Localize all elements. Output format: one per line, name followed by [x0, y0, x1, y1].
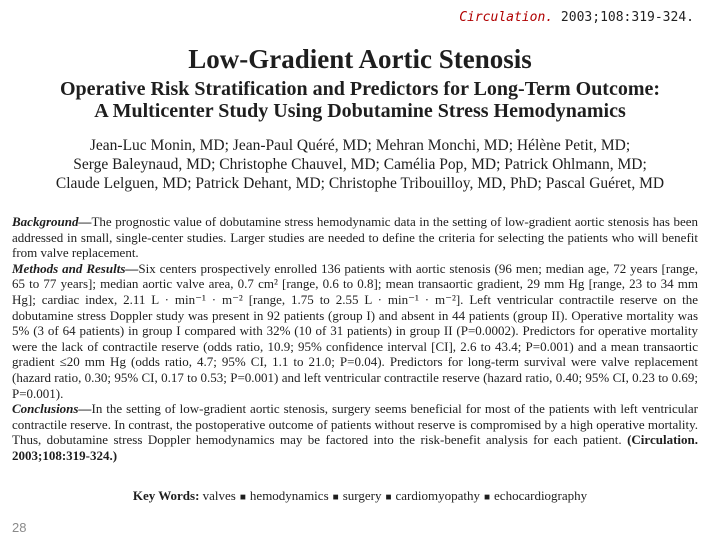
paper-title: Low-Gradient Aortic Stenosis [188, 44, 532, 74]
keyword-item: valves [202, 488, 236, 503]
slide-number: 28 [12, 520, 27, 535]
keywords-label: Key Words: [132, 488, 200, 503]
keyword-separator: ■ [385, 492, 392, 503]
authors-line-1: Jean-Luc Monin, MD; Jean-Paul Quéré, MD; Mehran Monchi, MD; Hélène Petit, MD; [89, 137, 631, 154]
inline-citation: (Circulation. 2003;108:319-324.) [12, 432, 698, 463]
conclusions-heading: Conclusions— [12, 401, 92, 417]
keyword-separator: ■ [332, 492, 339, 503]
abstract-methods [12, 261, 698, 401]
methods-text: Six centers prospectively enrolled 136 patients with aortic stenosis (96 men; median age, 72 years [range, 65 to 77 years]; median aortic valve area, 0.7 cm² [range, 0.6 to 0.8]; mean transaortic gradient, 29 mm Hg [range, 23 to 34 mm Hg]; cardiac index, 2.11 L · min⁻¹ · m⁻² [range, 1.75 to 2.55 L · min⁻¹ · m⁻²]. Left ventricular contractile reserve on the dobutamine stress Doppler study was present in 92 patients (group I) and absent in 44 patients (group II). Operative mortality was 5% (3 of 64 patients) in group I compared with 32% (10 of 31 patients) in group II (P=0.0002). Predictors for operative mortality were the lack of contractile reserve (odds ratio, 10.9; 95% confidence interval [CI], 2.6 to 43.4; P=0.001) and a mean transaortic gradient ≤20 mm Hg (odds ratio, 4.7; 95% CI, 1.1 to 21.0; P=0.04). Predictors for long-term survival were valve replacement (hazard ratio, 0.30; 95% CI, 0.17 to 0.53; P=0.001) and left ventricular contractile reserve (hazard ratio, 0.40; 95% CI, 0.23 to 0.69; P=0.001). [12, 260, 699, 401]
keyword-item: hemodynamics [249, 488, 329, 503]
authors-line-3: Claude Lelguen, MD; Patrick Dehant, MD; Christophe Tribouilloy, MD, PhD; Pascal Guéret, MD [55, 175, 665, 192]
keyword-item: surgery [342, 488, 382, 503]
subtitle-line-1: Operative Risk Stratification and Predictors for Long-Term Outcome: [59, 78, 661, 100]
abstract-conclusions [12, 401, 698, 463]
keyword-item: echocardiography [494, 488, 588, 503]
subtitle-line-2: A Multicenter Study Using Dobutamine Stress Hemodynamics [94, 100, 626, 122]
authors-line-2: Serge Baleynaud, MD; Christophe Chauvel, MD; Camélia Pop, MD; Patrick Ohlmann, MD; [73, 156, 647, 173]
author-list [0, 136, 720, 193]
paper-subtitle [0, 78, 720, 122]
keyword-separator: ■ [239, 492, 246, 503]
background-heading: Background— [12, 214, 92, 229]
keyword-separator: ■ [483, 492, 491, 503]
background-text: The prognostic value of dobutamine stress hemodynamic data in the setting of low-gradient aortic stenosis has been addressed in small, single-center studies. Larger studies are needed to define the criteria for selecting the patients who will benefit from valve replacement. [12, 214, 698, 261]
keywords [0, 488, 720, 504]
methods-heading: Methods and Results— [12, 260, 139, 276]
journal-name: Circulation. [459, 10, 554, 25]
citation-reference: 2003;108:319-324. [553, 10, 694, 25]
abstract [12, 214, 698, 464]
keyword-item: cardiomyopathy [395, 488, 480, 503]
abstract-background [12, 214, 698, 261]
citation-header [459, 10, 694, 25]
conclusions-text: In the setting of low-gradient aortic stenosis, surgery seems beneficial for most of the patients with left ventricular contractile reserve. In contrast, the postoperative outcome of patients without reserve is compromised by a high operative mortality. Thus, dobutamine stress Doppler hemodynamics may be factored into the risk-benefit analysis for each patient. [12, 401, 698, 448]
